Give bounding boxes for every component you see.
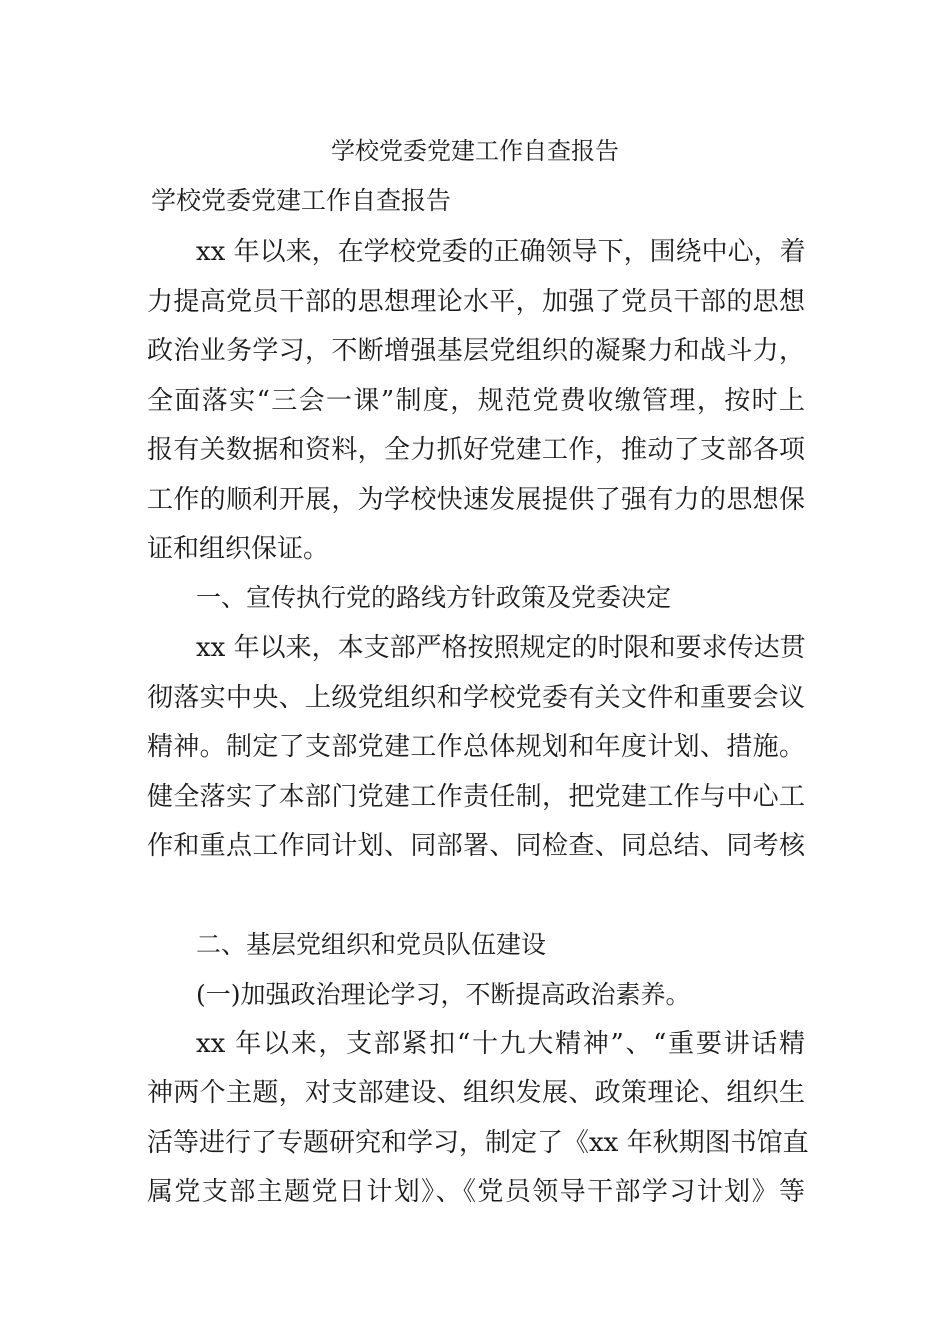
paragraph-line: 力提高党员干部的思想理论水平，加强了党员干部的思想 [147,287,805,317]
document-title: 学校党委党建工作自查报告 [331,137,619,165]
paragraph-line: 属党支部主题党日计划》、《党员领导干部学习计划》等 [147,1177,805,1207]
paragraph-line: xx 年以来，在学校党委的正确领导下，围绕中心，着 [196,237,806,267]
paragraph-line: 健全落实了本部门党建工作责任制，把党建工作与中心工 [147,782,805,812]
paragraph-line: 政治业务学习，不断增强基层党组织的凝聚力和战斗力， [147,336,805,366]
paragraph-line: 彻落实中央、上级党组织和学校党委有关文件和重要会议 [147,683,805,713]
paragraph-line: 全面落实“三会一课”制度，规范党费收缴管理，按时上 [147,386,805,416]
paragraph-line: 报有关数据和资料，全力抓好党建工作，推动了支部各项 [147,435,805,465]
paragraph-line: 精神。制定了支部党建工作总体规划和年度计划、措施。 [147,732,805,762]
paragraph-line: 工作的顺利开展，为学校快速发展提供了强有力的思想保 [147,485,805,515]
paragraph-line: xx 年以来，本支部严格按照规定的时限和要求传达贯 [196,633,806,663]
document-subtitle: 学校党委党建工作自查报告 [151,186,452,215]
section-heading: 二、基层党组织和党员队伍建设 [196,930,547,959]
paragraph-line: 作和重点工作同计划、同部署、同检查、同总结、同考核 [147,831,805,861]
paragraph-line: 活等进行了专题研究和学习，制定了《xx 年秋期图书馆直 [147,1128,809,1158]
subsection-heading: (一)加强政治理论学习，不断提高政治素养。 [196,980,691,1009]
paragraph-line: 神两个主题，对支部建设、组织发展、政策理论、组织生 [147,1078,805,1108]
section-heading: 一、宣传执行党的路线方针政策及党委决定 [196,583,672,612]
paragraph-line: 证和组织保证。 [147,534,330,564]
paragraph-line: xx 年以来，支部紧扣“十九大精神”、“重要讲话精 [196,1029,805,1059]
